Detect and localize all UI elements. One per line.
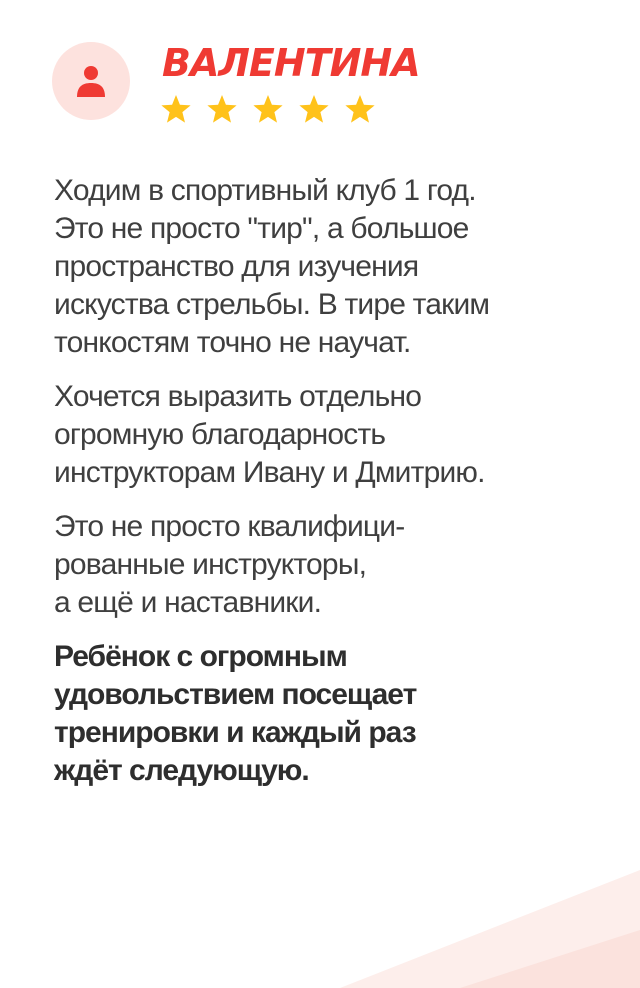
avatar: [52, 42, 130, 120]
user-icon: [75, 64, 107, 98]
review-text: [54, 172, 614, 806]
rating-stars: [159, 94, 377, 124]
review-highlight: Ребёнок с огромным удовольствием посещает тренировки и каждый раз ждёт следующую.: [54, 640, 417, 787]
star-icon: [159, 94, 193, 124]
star-icon: [343, 94, 377, 124]
review-paragraph: Ходим в спортивный клуб 1 год. Это не просто "тир", а большое пространство для изучения искуства стрельбы. В тире таким тонкостям точно не научат.: [54, 174, 490, 359]
star-icon: [205, 94, 239, 124]
review-paragraph: Хочется выразить отдельно огромную благодарность инструкторам Ивану и Дмитрию.: [54, 380, 485, 489]
star-icon: [251, 94, 285, 124]
star-icon: [297, 94, 331, 124]
reviewer-name: ВАЛЕНТИНА: [162, 41, 420, 85]
review-paragraph: Это не просто квалифици- рованные инструкторы, а ещё и наставники.: [54, 510, 405, 619]
